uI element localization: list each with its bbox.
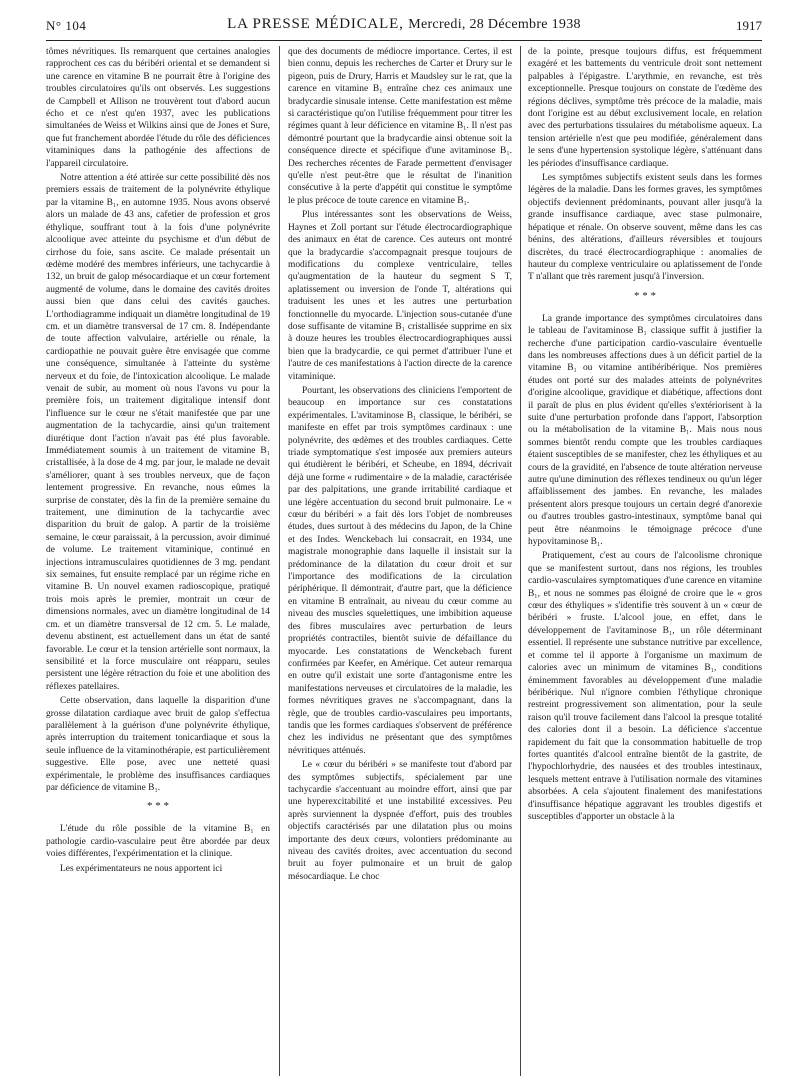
issue-date: Mercredi, 28 Décembre 1938	[408, 17, 581, 32]
column-divider	[520, 46, 521, 1076]
section-separator	[46, 802, 270, 811]
header-rule	[46, 40, 762, 41]
paragraph: Les expérimentateurs ne nous apportent ici	[60, 863, 223, 874]
paragraph: L'étude du rôle possible de la vitamine B₁ en pathologie cardio-vasculaire peut être abordée par deux voies différentes, l'expérimentation et la clinique.	[46, 824, 270, 860]
paragraph: de la pointe, presque toujours diffus, est fréquemment exagéré et les battements du ventricule droit sont nettement palpables à l'épigastre. L'arythmie, en revanche, est très exceptionnelle. Presque toujours on constate de l'œdème des régions déclives, symptôme très précoce de la maladie, mais dont l'origine est au début exclusivement locale, en relation avec des perturbations tissulaires du métabolisme aqueux. La tension artérielle n'est que peu modifiée, généralement dans le sens d'une hypertension systolique légère, s'atténuant dans les périodes d'insuffisance cardiaque.	[528, 47, 762, 169]
paragraph: tômes névritiques. Ils remarquent que certaines analogies rapprochent ces cas du béribéri oriental et se demandent si une carence en vitamine B ne pourrait être à l'origine des troubles circulatoires qu'ils ont observés. Les suggestions de Campbell et Allison ne trouvèrent tout d'abord aucun écho et ce n'est qu'en 1937, avec les publications simultanées de Weiss et Wilkins ainsi que de Jones et Sure, que fut franchement abordée l'étude du rôle des déficiences vitaminiques dans la pathogénie des affections de l'appareil circulatoire.	[46, 47, 270, 169]
paragraph: que des documents de médiocre importance. Certes, il est bien connu, depuis les recherches de Carter et Drury sur le pigeon, puis de Drury, Harris et Maudsley sur le rat, que la carence en vitamine B₁ entraîne chez ces animaux une bradycardie sinusale intense. Cette manifestation est même si caractéristique qu'on l'utilise fréquemment pour titrer les régimes quant à leur déficience en vitamine B₁. Il n'est pas démontré pourtant que la bradycardie ainsi obtenue soit la conséquence directe et spécifique d'une avitaminose B₁. Des recherches récentes de Farade permettent d'envisager qu'elle n'est peut-être que le résultat de l'inanition consécutive à la perte d'appétit qui constitue le symptôme le plus précoce de toute carence en vitamine B₁.	[288, 47, 512, 206]
paragraph: Cette observation, dans laquelle la disparition d'une grosse dilatation cardiaque avec bruit de galop s'effectua parallèlement à la guérison d'une polynévrite éthylique, après interruption du traitement tonicardiaque et sous la seule influence de la vitaminothérapie, est particulièrement suggestive. Elle pose, avec une netteté quasi expérimentale, le problème des insuffisances cardiaques par déficience de vitamine B₁.	[46, 696, 270, 793]
paragraph: La grande importance des symptômes circulatoires dans le tableau de l'avitaminose B₁ classique suffit à justifier la recherche d'une participation cardio-vasculaire éventuelle dans les nombreuses affections dues à un déficit partiel de la vitamine B₁ ou vitamine antibéribérique. Nos premières études ont porté sur des malades atteints de polynévrites d'origine alcoolique, gravidique et diabétique, affections dont il paraît de plus en plus évident qu'elles s'extériorisent à la suite d'une perturbation profonde dans l'apport, l'absorption ou la métabolisation de la vitamine B₁. Mais nous nous sommes bientôt rendu compte que les troubles cardiaques étaient susceptibles de se manifester, chez les éthyliques et au cours de la gravidité, en l'absence de toute altération nerveuse autre qu'une diminution des réflexes tendineux ou qu'un léger affaiblissement des jambes. En revanche, les malades présentent alors presque toujours un certain degré d'anorexie ou d'autres troubles gastro-intestinaux, symptôme banal qui peut être néanmoins le témoignage précoce d'une hypovitaminose B₁.	[528, 313, 762, 548]
journal-name: LA PRESSE MÉDICALE,	[227, 16, 404, 32]
page-header	[46, 14, 762, 40]
column-2	[288, 46, 512, 883]
paragraph: Notre attention a été attirée sur cette possibilité dès nos premiers essais de traitement de la polynévrite éthylique par la vitamine B₁, en automne 1935. Nous avons observé alors un malade de 43 ans, cafetier de profession et gros éthylique, souffrant tout à la fois d'une polynévrite alcoolique avec atteinte du psychisme et d'un début de cirrhose du foie, sans ascite. Ce malade présentait un œdème modéré des membres inférieurs, une tachycardie à 132, un bruit de galop mésocardiaque et un cœur fortement augmenté de volume, dans le domaine des cavités droites aussi bien que dans celui des cavités gauches. L'orthodiagramme indiquait un diamètre longitudinal de 19 cm. et un diamètre transversal de 17 cm. 8. Indépendante de toute affection valvulaire, artérielle ou rénale, la cardiopathie ne pouvait guère être envisagée que comme une conséquence, simultanée à l'atteinte du système nerveux et du foie, de l'intoxication alcoolique. Le malade venait de subir, au moment où nous l'avons vu pour la première fois, un traitement digitalique intensif dont l'influence sur le cœur ne s'était manifestée que par une augmentation de la tachycardie, ainsi qu'un traitement diurétique dont l'action n'avait pas été plus favorable. Immédiatement soumis à un traitement de vitamine B₁ cristallisée, à la dose de 4 mg. par jour, le malade ne devait s'améliorer, quant à ses troubles nerveux, que de façon lentement progressive. En revanche, nous eûmes la surprise de constater, dès la fin de la première semaine du traitement, une diminution de la tachycardie avec disparition du bruit de galop. A partir de la troisième semaine, le cœur paraissait, à la percussion, avoir diminué de volume. Le traitement vitaminique, continué en injections intramusculaires quotidiennes de 3 mg. pendant six semaines, fut ensuite remplacé par un régime riche en vitamine B. Un nouvel examen radioscopique, pratiqué trois mois après le premier, montrait un cœur de dimensions normales, avec un diamètre longitudinal de 14 cm. et un diamètre transversal de 12 cm. 5. Le malade, devenu abstinent, est actuellement dans un état de santé favorable. Le cœur et la tension artérielle sont normaux, la sensibilité et la force musculaire ont réapparu, seules persistent une légère rétraction du foie et une abolition des réflexes patellaires.	[46, 173, 270, 692]
paragraph: Le « cœur du béribéri » se manifeste tout d'abord par des symptômes subjectifs, spécialement par une tachycardie s'accentuant au moindre effort, ainsi que par une hyperexcitabilité et une instabilité excessives. Peu après surviennent la dyspnée d'effort, puis des troubles objectifs caractérisés par une dilatation plus ou moins importante des deux cœurs, volontiers prédominante au niveau des cavités droites, avec accentuation du second bruit au foyer pulmonaire et un bruit de galop mésocardiaque. Le choc	[288, 760, 512, 882]
page-number-left: N° 104	[46, 18, 87, 33]
page-number-right: 1917	[736, 18, 762, 33]
running-title	[46, 16, 762, 33]
section-separator	[528, 289, 762, 302]
paragraph: Les symptômes subjectifs existent seuls dans les formes légères de la maladie. Dans les formes graves, les symptômes objectifs deviennent prédominants, pouvant aller jusqu'à la grande insuffisance cardiaque, avec stase pulmonaire, hépatique et rénale. On observe souvent, même dans les cas bénins, des altérations, d'ailleurs réversibles et toujours discrètes, du tracé électrocardiographique : anomalies de hauteur du complexe ventriculaire ou aplatissement de l'onde T n'allant que très rarement jusqu'à l'inversion.	[528, 173, 762, 283]
separator-stars: * * *	[634, 289, 656, 302]
separator-stars: * * *	[147, 800, 169, 813]
paragraph: Pratiquement, c'est au cours de l'alcoolisme chronique que se manifestent surtout, dans nos régions, les troubles cardio-vasculaires symptomatiques d'une carence en vitamine B₁, et nous ne sommes pas éloigné de croire que le « gros cœur des éthyliques » s'identifie très souvent à un « cœur de béribéri » fruste. L'alcool joue, en effet, dans le développement de l'avitaminose B₁, un rôle déterminant essentiel. Il représente une substance nutritive par excellence, et comme tel il apporte à l'organisme un maximum de calories avec un minimum de vitamines B₁, conditions éminemment favorables au développement d'une maladie béribérique. Nul n'ignore combien l'éthylique chronique restreint progressivement son alimentation, pour la seule raison qu'il trouve facilement dans l'alcool la presque totalité des calories dont il a besoin. La déficience s'accentue rapidement du fait que la consommation habituelle de trop fortes quantités d'alcool entraîne bientôt de la gastrite, de l'hypochlorhydrie, des nausées et des troubles intestinaux, lesquels mettent entrave à l'utilisation normale des vitamines absorbées. A cela s'ajoutent finalement des manifestations d'insuffisance hépatique aggravant les troubles digestifs et susceptibles d'apporter un obstacle à la	[528, 551, 762, 822]
column-1	[46, 46, 270, 875]
column-3	[528, 46, 762, 823]
paragraph: Pourtant, les observations des cliniciens l'emportent de beaucoup en importance sur ces constatations expérimentales. L'avitaminose B₁ classique, le béribéri, se manifeste en effet par trois symptômes cardinaux : une polynévrite, des œdèmes et des troubles cardiaques. Cette triade symptomatique s'est imposée aux premiers auteurs qui étudièrent le béribéri, et Scheube, en 1894, décrivait déjà une forme « rudimentaire » de la maladie, caractérisée par des palpitations, une grande irritabilité cardiaque et une légère accentuation du second bruit pulmonaire. Le « cœur du béribéri » a fait dès lors l'objet de nombreuses études, dues surtout à des médecins du Japon, de la Chine et des Indes. Wenckebach lui consacrait, en 1934, une magistrale monographie dans laquelle il insistait sur la prédominance de la dilatation du cœur droit et sur l'importance des modifications de la circulation périphérique. Il démontrait, d'autre part, que la déficience en vitamine B entraînait, au niveau du cœur comme au niveau des muscles squelettiques, une imbibition aqueuse des fibres musculaires avec perturbation de leurs propriétés contractiles, bientôt suivie de défaillance du myocarde. Les constatations de Wenckebach furent confirmées par Keefer, en Amérique. Cet auteur remarqua en outre qu'il existait une sorte d'antagonisme entre les manifestations nerveuses et circulatoires de la maladie, les formes névritiques graves ne s'accompagnant, dans la règle, que de troubles cardio-vasculaires peu importants, tandis que les formes cardiaques s'observent de préférence chez les individus ne présentant que des symptômes névritiques atténués.	[288, 385, 512, 756]
column-divider	[279, 46, 280, 1076]
paragraph: Plus intéressantes sont les observations de Weiss, Haynes et Zoll portant sur l'étude électrocardiographique des animaux en état de carence. Ces auteurs ont montré que la bradycardie s'accompagnait presque toujours de modifications du complexe ventriculaire, telles qu'augmentation de la hauteur du segment S T, aplatissement ou inversion de l'onde T, altérations qui traduisent les unes et les autres une perturbation fonctionnelle du myocarde. L'injection sous-cutanée d'une dose suffisante de vitamine B₁ cristallisée supprime en six à douze heures les troubles électrocardiographiques aussi bien que la bradycardie, ce qui permet d'attribuer l'une et l'autre de ces manifestations à l'action directe de la carence vitaminique.	[288, 210, 512, 382]
